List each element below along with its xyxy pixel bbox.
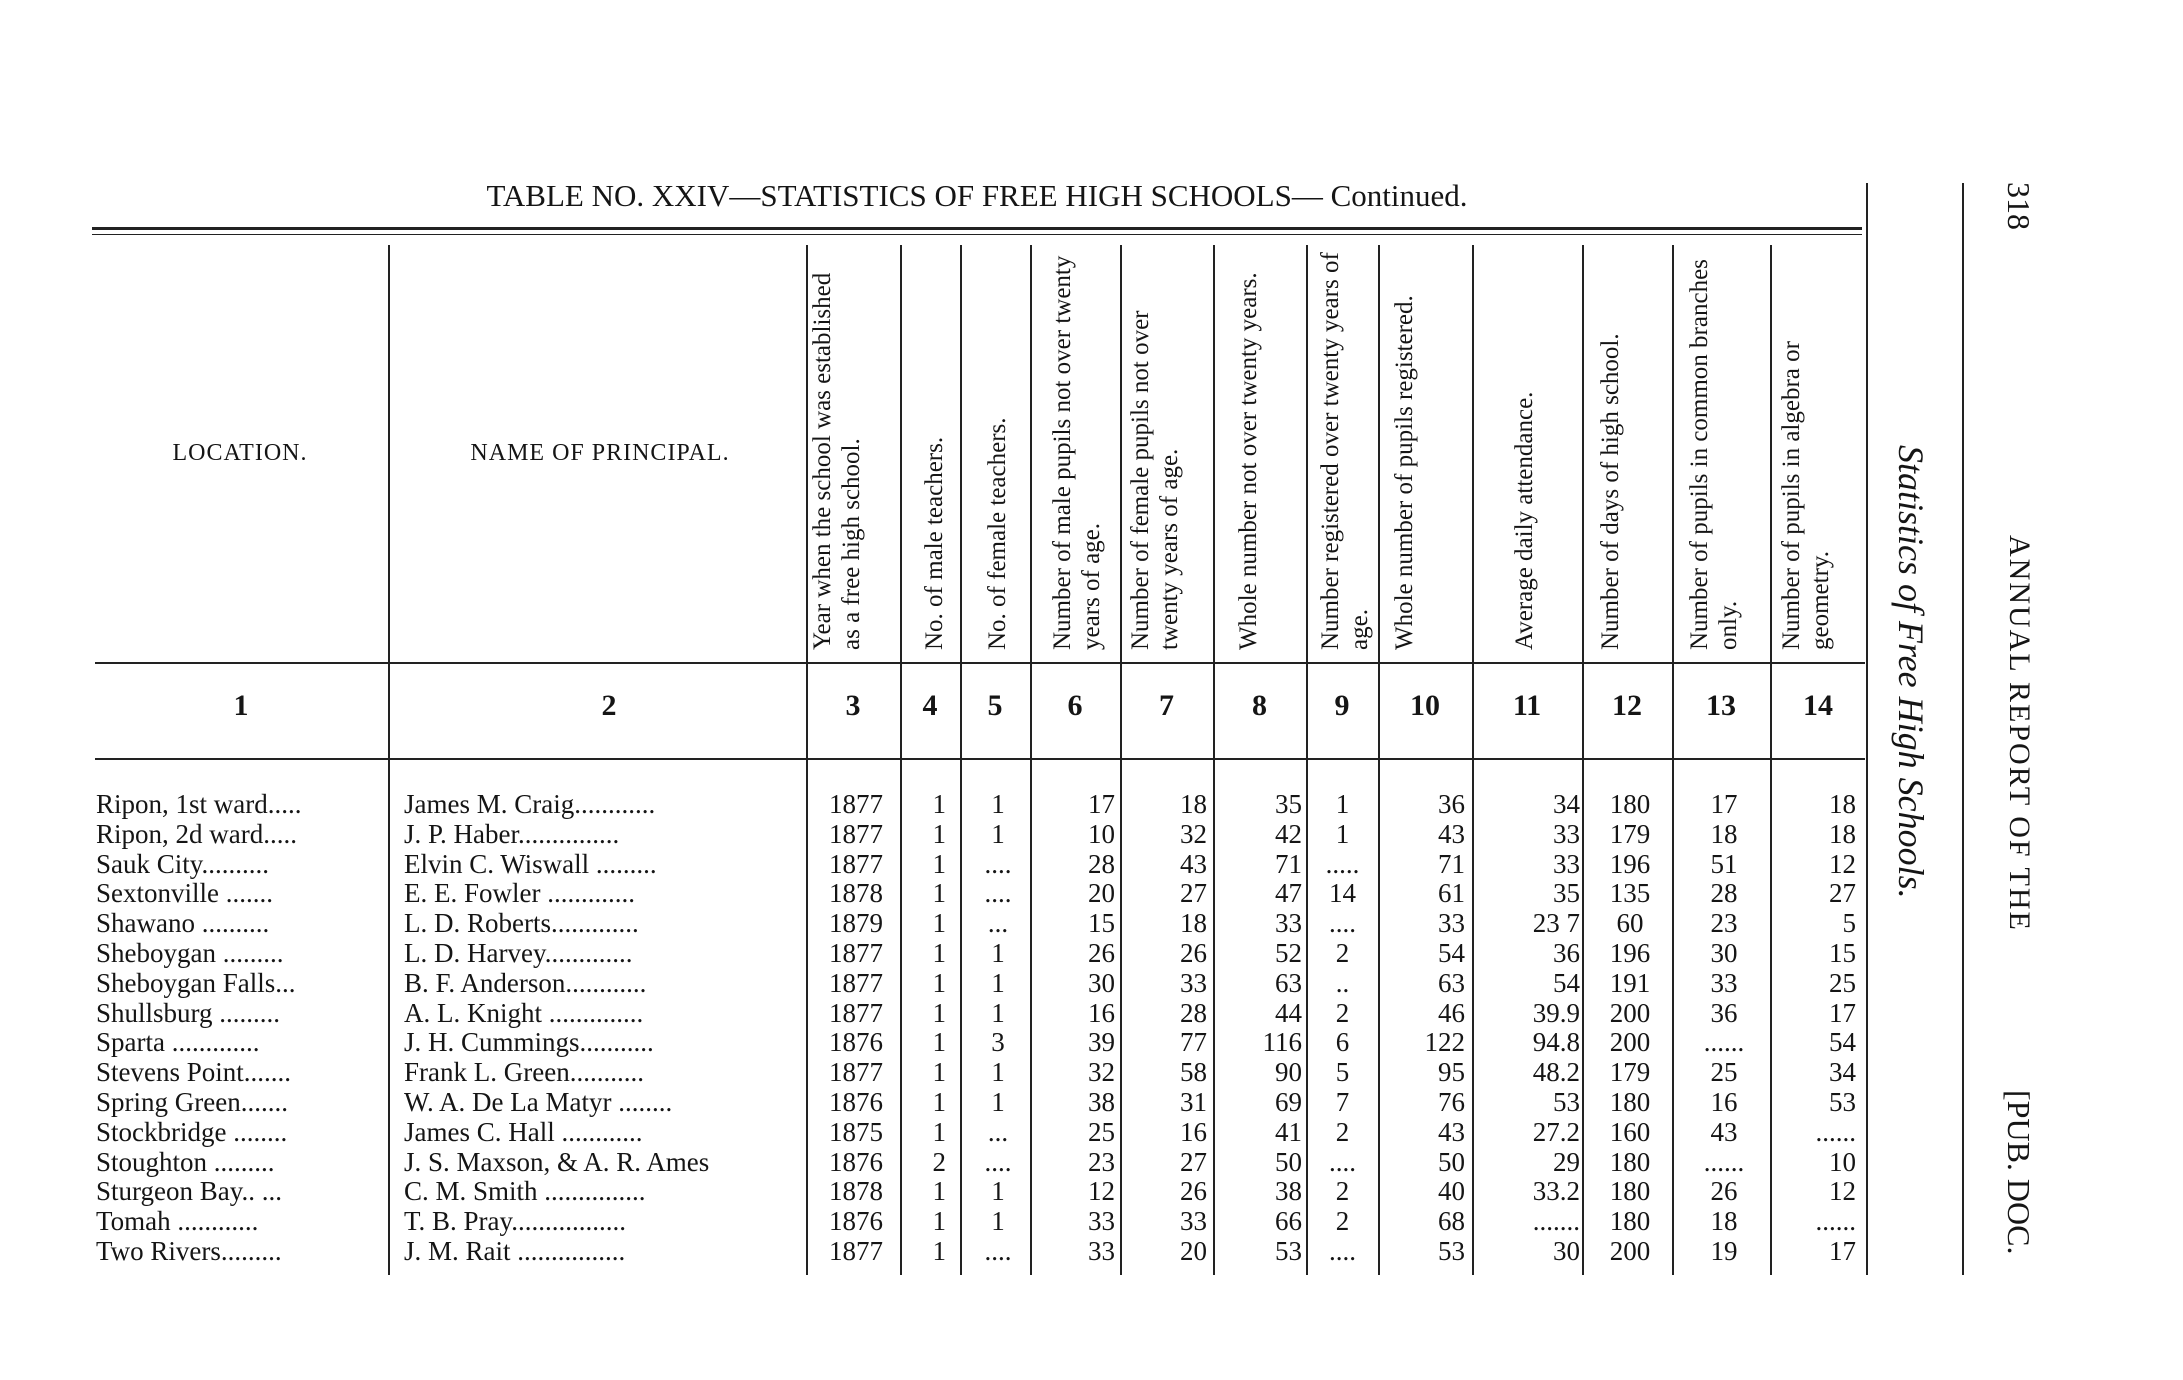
cell-male-teachers: 1 (932, 848, 946, 879)
cell-male-pupils: 12 (1088, 1176, 1115, 1207)
cell-algebra-geometry: 10 (1829, 1146, 1856, 1177)
cell-location: Sextonville ....... (96, 878, 273, 909)
cell-whole-registered: 33 (1438, 908, 1465, 939)
table-row (0, 938, 1880, 968)
cell-days: 180 (1609, 1176, 1651, 1207)
cell-average-attendance: 33.2 (1532, 1176, 1580, 1207)
cell-male-pupils: 28 (1088, 848, 1115, 879)
cell-location: Stevens Point....... (96, 1057, 292, 1088)
column-number: 8 (1252, 689, 1267, 722)
cell-common-branches: ...... (1703, 1146, 1745, 1177)
cell-average-attendance: 33 (1553, 818, 1580, 849)
table-row (0, 1206, 1880, 1236)
cell-year: 1877 (829, 997, 883, 1028)
cell-female-pupils: 18 (1180, 789, 1207, 819)
cell-whole-registered: 36 (1438, 789, 1465, 819)
cell-location: Shawano .......... (96, 908, 270, 939)
table-title: TABLE NO. XXIV—STATISTICS OF FREE HIGH SCHOOLS— Continued. (486, 178, 1468, 213)
cell-average-attendance: 36 (1553, 938, 1580, 968)
cell-female-teachers: .... (984, 1236, 1012, 1266)
cell-algebra-geometry: 15 (1829, 938, 1856, 968)
cell-principal: James M. Craig............ (404, 789, 656, 819)
column-number: 1 (233, 689, 249, 722)
cell-year: 1877 (829, 1236, 883, 1266)
cell-female-teachers: ... (987, 1116, 1009, 1147)
cell-female-teachers: 1 (991, 1206, 1005, 1237)
top-rule-thin (92, 234, 1862, 235)
cell-algebra-geometry: 34 (1829, 1057, 1856, 1088)
cell-common-branches: 16 (1710, 1087, 1738, 1117)
cell-male-teachers: 1 (932, 997, 946, 1028)
header-days-of-school: Number of days of high school. (1597, 333, 1624, 650)
cell-female-pupils: 33 (1180, 1206, 1207, 1237)
header-location: LOCATION. (172, 440, 308, 466)
cell-algebra-geometry: 12 (1829, 1176, 1856, 1207)
cell-average-attendance: ....... (1532, 1206, 1580, 1237)
cell-days: 200 (1609, 1027, 1651, 1058)
table-row (0, 878, 1880, 908)
cell-whole-under-twenty: 33 (1275, 908, 1302, 939)
cell-over-twenty: .... (1329, 908, 1356, 939)
header-whole-under-twenty: Whole number not over twenty years. (1235, 272, 1262, 650)
cell-common-branches: 36 (1710, 997, 1738, 1028)
cell-location: Sheboygan Falls... (96, 967, 296, 998)
cell-female-teachers: 1 (991, 818, 1005, 849)
cell-year: 1876 (829, 1087, 883, 1117)
cell-average-attendance: 53 (1553, 1087, 1580, 1117)
cell-female-pupils: 58 (1180, 1057, 1207, 1088)
cell-whole-under-twenty: 116 (1262, 1027, 1302, 1058)
column-number: 10 (1410, 689, 1440, 722)
table-row (0, 1236, 1880, 1266)
cell-female-teachers: 1 (991, 1057, 1005, 1088)
cell-over-twenty: 1 (1335, 789, 1350, 819)
cell-female-pupils: 31 (1180, 1087, 1207, 1117)
cell-male-pupils: 15 (1088, 908, 1115, 939)
table-row (0, 968, 1880, 998)
cell-male-teachers: 2 (932, 1146, 946, 1177)
cell-whole-registered: 43 (1438, 818, 1465, 849)
cell-common-branches: 19 (1710, 1236, 1738, 1266)
column-number: 11 (1512, 689, 1542, 722)
cell-algebra-geometry: ...... (1815, 1116, 1856, 1147)
cell-principal: A. L. Knight .............. (404, 997, 644, 1028)
column-number: 13 (1706, 689, 1736, 722)
cell-female-pupils: 27 (1180, 878, 1207, 909)
table-row (0, 849, 1880, 879)
cell-female-teachers: .... (984, 878, 1012, 909)
cell-whole-registered: 50 (1438, 1146, 1465, 1177)
cell-average-attendance: 35 (1553, 878, 1580, 909)
cell-male-teachers: 1 (932, 1057, 946, 1088)
cell-male-pupils: 38 (1088, 1087, 1115, 1117)
cell-male-pupils: 30 (1088, 967, 1115, 998)
cell-year: 1877 (829, 938, 883, 968)
cell-principal: Elvin C. Wiswall ......... (404, 848, 657, 879)
cell-over-twenty: 1 (1335, 818, 1350, 849)
cell-whole-under-twenty: 66 (1275, 1206, 1302, 1237)
header-rule (95, 662, 1865, 664)
cell-days: 135 (1609, 878, 1651, 909)
cell-principal: B. F. Anderson............ (404, 967, 647, 998)
cell-common-branches: 23 (1710, 908, 1738, 939)
column-number: 9 (1334, 689, 1350, 722)
cell-principal: James C. Hall ............ (404, 1116, 643, 1147)
cell-whole-under-twenty: 38 (1275, 1176, 1302, 1207)
cell-algebra-geometry: 18 (1829, 789, 1856, 819)
cell-whole-registered: 63 (1438, 967, 1465, 998)
cell-year: 1879 (829, 908, 883, 939)
cell-whole-registered: 46 (1438, 997, 1465, 1028)
cell-male-teachers: 1 (932, 789, 946, 819)
cell-average-attendance: 23 7 (1532, 908, 1580, 939)
cell-male-pupils: 39 (1088, 1027, 1115, 1058)
cell-over-twenty: .... (1329, 1146, 1356, 1177)
header-male-pupils: Number of male pupils not over twenty years of age. (1049, 255, 1105, 650)
cell-location: Stockbridge ........ (96, 1116, 288, 1147)
cell-year: 1877 (829, 848, 883, 879)
cell-days: 191 (1609, 967, 1651, 998)
cell-principal: J. H. Cummings........... (404, 1027, 654, 1058)
running-head: ANNUAL REPORT OF THE (2003, 535, 2036, 932)
cell-whole-under-twenty: 71 (1275, 848, 1302, 879)
cell-female-teachers: 1 (991, 967, 1005, 998)
colnum-rule (95, 758, 1865, 760)
cell-year: 1877 (829, 789, 883, 819)
cell-location: Ripon, 1st ward..... (96, 789, 302, 819)
cell-location: Tomah ............ (96, 1206, 259, 1237)
cell-whole-under-twenty: 42 (1275, 818, 1302, 849)
cell-year: 1878 (829, 878, 883, 909)
cell-average-attendance: 34 (1553, 789, 1580, 819)
cell-year: 1875 (829, 1116, 883, 1147)
cell-over-twenty: 2 (1335, 1206, 1350, 1237)
header-common-branches: Number of pupils in common branches only. (1686, 259, 1742, 650)
cell-female-pupils: 20 (1180, 1236, 1207, 1266)
cell-male-teachers: 1 (932, 818, 946, 849)
cell-days: 179 (1609, 1057, 1651, 1088)
side-caption: Statistics of Free High Schools. (1891, 445, 1931, 899)
cell-male-pupils: 20 (1088, 878, 1115, 909)
cell-male-pupils: 25 (1088, 1116, 1115, 1147)
cell-average-attendance: 27.2 (1532, 1116, 1580, 1147)
cell-whole-registered: 43 (1438, 1116, 1465, 1147)
cell-average-attendance: 29 (1553, 1146, 1580, 1177)
cell-algebra-geometry: 17 (1829, 997, 1856, 1028)
cell-year: 1877 (829, 1057, 883, 1088)
cell-principal: J. S. Maxson, & A. R. Ames (404, 1146, 710, 1177)
cell-days: 179 (1609, 818, 1651, 849)
cell-common-branches: 26 (1710, 1176, 1738, 1207)
cell-location: Sauk City.......... (96, 848, 270, 879)
cell-male-teachers: 1 (932, 1176, 946, 1207)
cell-year: 1877 (829, 818, 883, 849)
page-number: 318 (2001, 182, 2037, 230)
column-number: 3 (845, 689, 861, 722)
table-row (0, 789, 1880, 819)
cell-female-teachers: ... (987, 908, 1009, 939)
cell-over-twenty: 5 (1335, 1057, 1350, 1088)
cell-days: 196 (1609, 848, 1651, 879)
cell-female-teachers: 1 (991, 789, 1005, 819)
cell-whole-under-twenty: 52 (1275, 938, 1302, 968)
column-number: 2 (601, 689, 617, 722)
top-rule (92, 227, 1862, 230)
cell-average-attendance: 33 (1553, 848, 1580, 879)
cell-algebra-geometry: ...... (1815, 1206, 1856, 1237)
cell-location: Stoughton ......... (96, 1146, 275, 1177)
cell-principal: C. M. Smith ............... (404, 1176, 646, 1207)
cell-female-pupils: 32 (1180, 818, 1207, 849)
cell-principal: J. M. Rait ................ (404, 1236, 626, 1266)
cell-whole-registered: 71 (1438, 848, 1465, 879)
table-row (0, 1147, 1880, 1177)
cell-male-teachers: 1 (932, 938, 946, 968)
cell-algebra-geometry: 27 (1829, 878, 1856, 909)
cell-over-twenty: .... (1329, 1236, 1356, 1266)
cell-common-branches: 25 (1710, 1057, 1738, 1088)
cell-over-twenty: 6 (1335, 1027, 1350, 1058)
cell-average-attendance: 48.2 (1532, 1057, 1580, 1088)
cell-common-branches: 18 (1710, 818, 1738, 849)
cell-algebra-geometry: 25 (1829, 967, 1856, 998)
cell-male-pupils: 33 (1088, 1236, 1115, 1266)
cell-principal: Frank L. Green........... (404, 1057, 644, 1088)
cell-female-pupils: 77 (1180, 1027, 1207, 1058)
cell-over-twenty: 2 (1335, 1116, 1350, 1147)
cell-female-teachers: 1 (991, 997, 1005, 1028)
cell-location: Sparta ............. (96, 1027, 260, 1058)
cell-whole-under-twenty: 63 (1275, 967, 1302, 998)
table-row (0, 1027, 1880, 1057)
cell-days: 60 (1616, 908, 1644, 939)
cell-principal: T. B. Pray................. (404, 1206, 626, 1237)
header-average-attendance: Average daily attendance. (1511, 391, 1538, 650)
cell-male-teachers: 1 (932, 908, 946, 939)
cell-days: 160 (1609, 1116, 1651, 1147)
cell-principal: L. D. Harvey............. (404, 938, 633, 968)
cell-days: 200 (1609, 997, 1651, 1028)
header-registered-over-twenty: Number registered over twenty years of age. (1317, 252, 1373, 650)
cell-average-attendance: 94.8 (1532, 1027, 1580, 1058)
outer-right-border (1962, 183, 1964, 1275)
cell-year: 1876 (829, 1027, 883, 1058)
cell-female-pupils: 18 (1180, 908, 1207, 939)
cell-whole-registered: 61 (1438, 878, 1465, 909)
cell-male-pupils: 17 (1088, 789, 1115, 819)
cell-male-pupils: 16 (1088, 997, 1115, 1028)
table-row (0, 908, 1880, 938)
cell-whole-registered: 53 (1438, 1236, 1465, 1266)
cell-female-pupils: 28 (1180, 997, 1207, 1028)
column-number: 5 (987, 689, 1003, 722)
cell-whole-under-twenty: 69 (1275, 1087, 1302, 1117)
cell-common-branches: 43 (1710, 1116, 1738, 1147)
cell-male-teachers: 1 (932, 1027, 946, 1058)
cell-days: 180 (1609, 1146, 1651, 1177)
cell-location: Shullsburg ......... (96, 997, 281, 1028)
cell-female-teachers: 1 (991, 1176, 1005, 1207)
cell-male-teachers: 1 (932, 1087, 946, 1117)
cell-principal: W. A. De La Matyr ........ (404, 1087, 673, 1117)
cell-common-branches: 17 (1710, 789, 1738, 819)
cell-year: 1877 (829, 967, 883, 998)
cell-male-teachers: 1 (932, 967, 946, 998)
cell-principal: L. D. Roberts............. (404, 908, 639, 939)
cell-male-pupils: 32 (1088, 1057, 1115, 1088)
cell-common-branches: 30 (1710, 938, 1738, 968)
cell-location: Spring Green....... (96, 1087, 288, 1117)
header-year-established: Year when the school was established as a free high school. (809, 272, 865, 650)
table-row (0, 1176, 1880, 1206)
header-female-teachers: No. of female teachers. (984, 417, 1011, 650)
column-number: 7 (1159, 689, 1174, 722)
header-female-pupils: Number of female pupils not over twenty years of age. (1127, 310, 1183, 650)
header-whole-registered: Whole number of pupils registered. (1391, 295, 1418, 650)
cell-female-pupils: 16 (1180, 1116, 1207, 1147)
cell-whole-under-twenty: 35 (1275, 789, 1302, 819)
cell-days: 196 (1609, 938, 1651, 968)
cell-algebra-geometry: 5 (1842, 908, 1856, 939)
cell-location: Sheboygan ......... (96, 938, 284, 968)
cell-male-pupils: 23 (1088, 1146, 1115, 1177)
cell-whole-registered: 40 (1438, 1176, 1465, 1207)
cell-average-attendance: 39.9 (1532, 997, 1580, 1028)
header-principal: NAME OF PRINCIPAL. (470, 440, 730, 466)
cell-location: Sturgeon Bay.. ... (96, 1176, 282, 1207)
pub-doc-label: [PUB. DOC. (2001, 1090, 2037, 1255)
cell-whole-under-twenty: 50 (1275, 1146, 1302, 1177)
cell-whole-registered: 95 (1438, 1057, 1465, 1088)
cell-over-twenty: 14 (1329, 878, 1356, 909)
cell-female-pupils: 27 (1180, 1146, 1207, 1177)
cell-male-teachers: 1 (932, 1116, 946, 1147)
column-number: 6 (1067, 689, 1083, 722)
cell-days: 200 (1609, 1236, 1651, 1266)
cell-days: 180 (1609, 1087, 1651, 1117)
cell-algebra-geometry: 18 (1829, 818, 1856, 849)
cell-male-pupils: 33 (1088, 1206, 1115, 1237)
cell-principal: E. E. Fowler ............. (404, 878, 635, 909)
cell-female-teachers: .... (984, 848, 1012, 879)
cell-location: Two Rivers......... (96, 1236, 282, 1266)
cell-average-attendance: 54 (1553, 967, 1580, 998)
cell-female-pupils: 43 (1180, 848, 1207, 879)
cell-common-branches: 28 (1710, 878, 1738, 909)
cell-common-branches: 51 (1710, 848, 1738, 879)
cell-whole-under-twenty: 41 (1275, 1116, 1302, 1147)
table-row (0, 1087, 1880, 1117)
cell-days: 180 (1609, 1206, 1651, 1237)
table-row (0, 819, 1880, 849)
cell-female-teachers: 3 (991, 1027, 1005, 1058)
cell-whole-registered: 54 (1438, 938, 1465, 968)
cell-whole-under-twenty: 53 (1275, 1236, 1302, 1266)
table-row (0, 998, 1880, 1028)
cell-common-branches: 33 (1710, 967, 1738, 998)
cell-year: 1876 (829, 1206, 883, 1237)
table-row (0, 1057, 1880, 1087)
cell-whole-under-twenty: 90 (1275, 1057, 1302, 1088)
right-border (1866, 183, 1868, 1275)
cell-female-pupils: 26 (1180, 938, 1207, 968)
cell-algebra-geometry: 17 (1829, 1236, 1856, 1266)
header-algebra-geometry: Number of pupils in algebra or geometry. (1778, 341, 1834, 650)
cell-principal: J. P. Haber............... (404, 818, 620, 849)
cell-over-twenty: 2 (1335, 1176, 1350, 1207)
cell-whole-registered: 122 (1424, 1027, 1465, 1058)
cell-female-pupils: 26 (1180, 1176, 1207, 1207)
cell-female-pupils: 33 (1180, 967, 1207, 998)
cell-female-teachers: 1 (991, 938, 1005, 968)
column-number: 12 (1612, 689, 1642, 722)
table-row (0, 1117, 1880, 1147)
cell-year: 1876 (829, 1146, 883, 1177)
cell-male-pupils: 10 (1088, 818, 1115, 849)
column-number: 4 (922, 689, 938, 722)
cell-male-teachers: 1 (932, 1206, 946, 1237)
cell-whole-under-twenty: 44 (1275, 997, 1302, 1028)
cell-female-teachers: .... (984, 1146, 1012, 1177)
cell-over-twenty: ..... (1325, 848, 1360, 879)
cell-over-twenty: 2 (1335, 997, 1350, 1028)
cell-algebra-geometry: 53 (1829, 1087, 1856, 1117)
cell-male-pupils: 26 (1088, 938, 1115, 968)
column-number: 14 (1803, 689, 1833, 722)
cell-over-twenty: 7 (1335, 1087, 1350, 1117)
cell-over-twenty: 2 (1335, 938, 1350, 968)
cell-over-twenty: .. (1335, 967, 1350, 998)
cell-days: 180 (1609, 789, 1651, 819)
cell-location: Ripon, 2d ward..... (96, 818, 297, 849)
cell-female-teachers: 1 (991, 1087, 1005, 1117)
cell-whole-under-twenty: 47 (1275, 878, 1302, 909)
cell-common-branches: 18 (1710, 1206, 1738, 1237)
cell-whole-registered: 68 (1438, 1206, 1465, 1237)
cell-male-teachers: 1 (932, 878, 946, 909)
cell-male-teachers: 1 (932, 1236, 946, 1266)
cell-algebra-geometry: 12 (1829, 848, 1856, 879)
cell-year: 1878 (829, 1176, 883, 1207)
header-male-teachers: No. of male teachers. (921, 436, 948, 650)
cell-average-attendance: 30 (1553, 1236, 1580, 1266)
cell-algebra-geometry: 54 (1829, 1027, 1856, 1058)
cell-whole-registered: 76 (1438, 1087, 1465, 1117)
cell-common-branches: ...... (1703, 1027, 1745, 1058)
